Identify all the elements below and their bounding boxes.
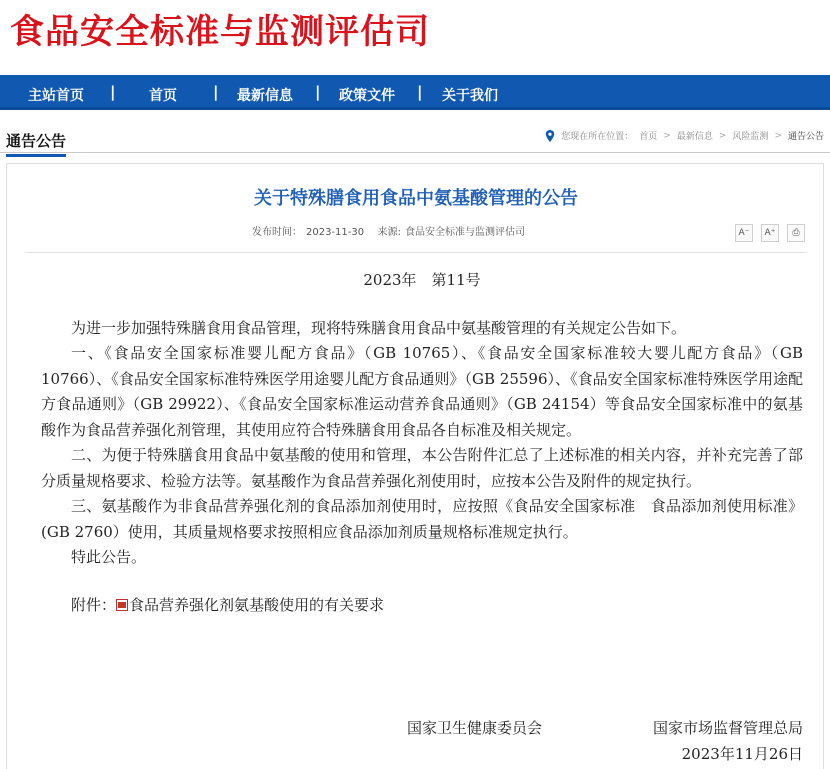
nav-item-about[interactable]: 关于我们 [442, 88, 498, 104]
article-tools [735, 224, 805, 242]
paragraph: 为进一步加强特殊膳食用食品管理，现将特殊膳食用食品中氨基酸管理的有关规定公告如下。 [71, 318, 687, 337]
breadcrumb-home[interactable]: 首页 [639, 132, 658, 142]
article-body [41, 268, 803, 618]
attachment-link[interactable]: 食品营养强化剂氨基酸使用的有关要求 [129, 595, 385, 614]
breadcrumb-bar [0, 125, 830, 153]
breadcrumb-prefix: 您现在所在位置： [561, 132, 634, 142]
pdf-file-icon [116, 599, 128, 611]
title-divider [25, 252, 807, 253]
paragraph: 三、氨基酸作为非食品营养强化剂的食品添加剂使用时，应按照《食品安全国家标准 食品添加剂使用标准》(GB 2760）使用，其质量规格要求按照相应食品添加剂质量规格标准规定执行。 [41, 497, 803, 541]
publish-label: 发布时间： [252, 227, 302, 238]
publish-date: 2023-11-30 [306, 227, 365, 238]
nav-separator: | [213, 83, 219, 101]
breadcrumb-current: 通告公告 [787, 132, 824, 142]
main-nav [0, 75, 830, 110]
paragraph: 二、为便于特殊膳食用食品中氨基酸的使用和管理，本公告附件汇总了上述标准的相关内容，并补充完善了部分质量规格要求、检验方法等。氨基酸作为食品营养强化剂使用时，应按本公告及附件的规定执行。 [41, 446, 803, 490]
section-label: 通告公告 [6, 130, 66, 157]
nav-separator: | [417, 83, 423, 101]
breadcrumb-risk-monitoring[interactable]: 风险监测 [732, 132, 769, 142]
source: 食品安全标准与监测评估司 [405, 227, 526, 238]
document-number: 2023年 第11号 [363, 271, 481, 289]
nav-separator: | [110, 83, 116, 101]
chevron-right-icon: > [663, 130, 671, 141]
font-smaller-button[interactable]: A⁻ [735, 224, 753, 242]
source-label: 来源: [377, 227, 402, 238]
nav-item-home[interactable]: 首页 [149, 88, 177, 104]
signer-nhc: 国家卫生健康委员会 [407, 719, 543, 737]
nav-item-main-home[interactable]: 主站首页 [28, 88, 84, 104]
chevron-right-icon: > [718, 130, 727, 141]
font-larger-button[interactable]: A⁺ [761, 224, 779, 242]
chevron-right-icon: > [774, 130, 782, 141]
nav-separator: | [315, 83, 321, 101]
location-pin-icon [545, 130, 555, 142]
breadcrumb-latest[interactable]: 最新信息 [676, 132, 713, 142]
nav-item-latest[interactable]: 最新信息 [237, 88, 293, 104]
site-title[interactable]: 食品安全标准与监测评估司 [10, 12, 430, 52]
breadcrumb [545, 129, 824, 142]
article-meta [252, 223, 529, 238]
signer-samr: 国家市场监督管理总局 [652, 719, 803, 737]
print-button[interactable]: ⎙ [787, 224, 805, 242]
paragraph: 特此公告。 [71, 548, 147, 566]
attachment-label: 附件： [71, 595, 117, 614]
paragraph: 一、《食品安全国家标准婴儿配方食品》（GB 10765）、《食品安全国家标准较大婴儿配方食品》（GB 10766）、《食品安全国家标准特殊医学用途婴儿配方食品通则》（GB 25596）、《食品安全国家标准特殊医学用途配方食品通则》（GB 29922）、《食品安全国家标准运动营养食品通则》（GB 24154）等食品安全国家标准中的氨基酸作为食品营养强化剂管理，其使用应符合特殊膳食用食品各自标准及相关规定。 [41, 344, 803, 439]
nav-item-policy[interactable]: 政策文件 [339, 88, 395, 104]
article-title: 关于特殊膳食用食品中氨基酸管理的公告 [254, 188, 578, 209]
attachment-line [41, 593, 803, 619]
sign-date: 2023年11月26日 [681, 745, 803, 763]
article-panel [6, 163, 824, 769]
